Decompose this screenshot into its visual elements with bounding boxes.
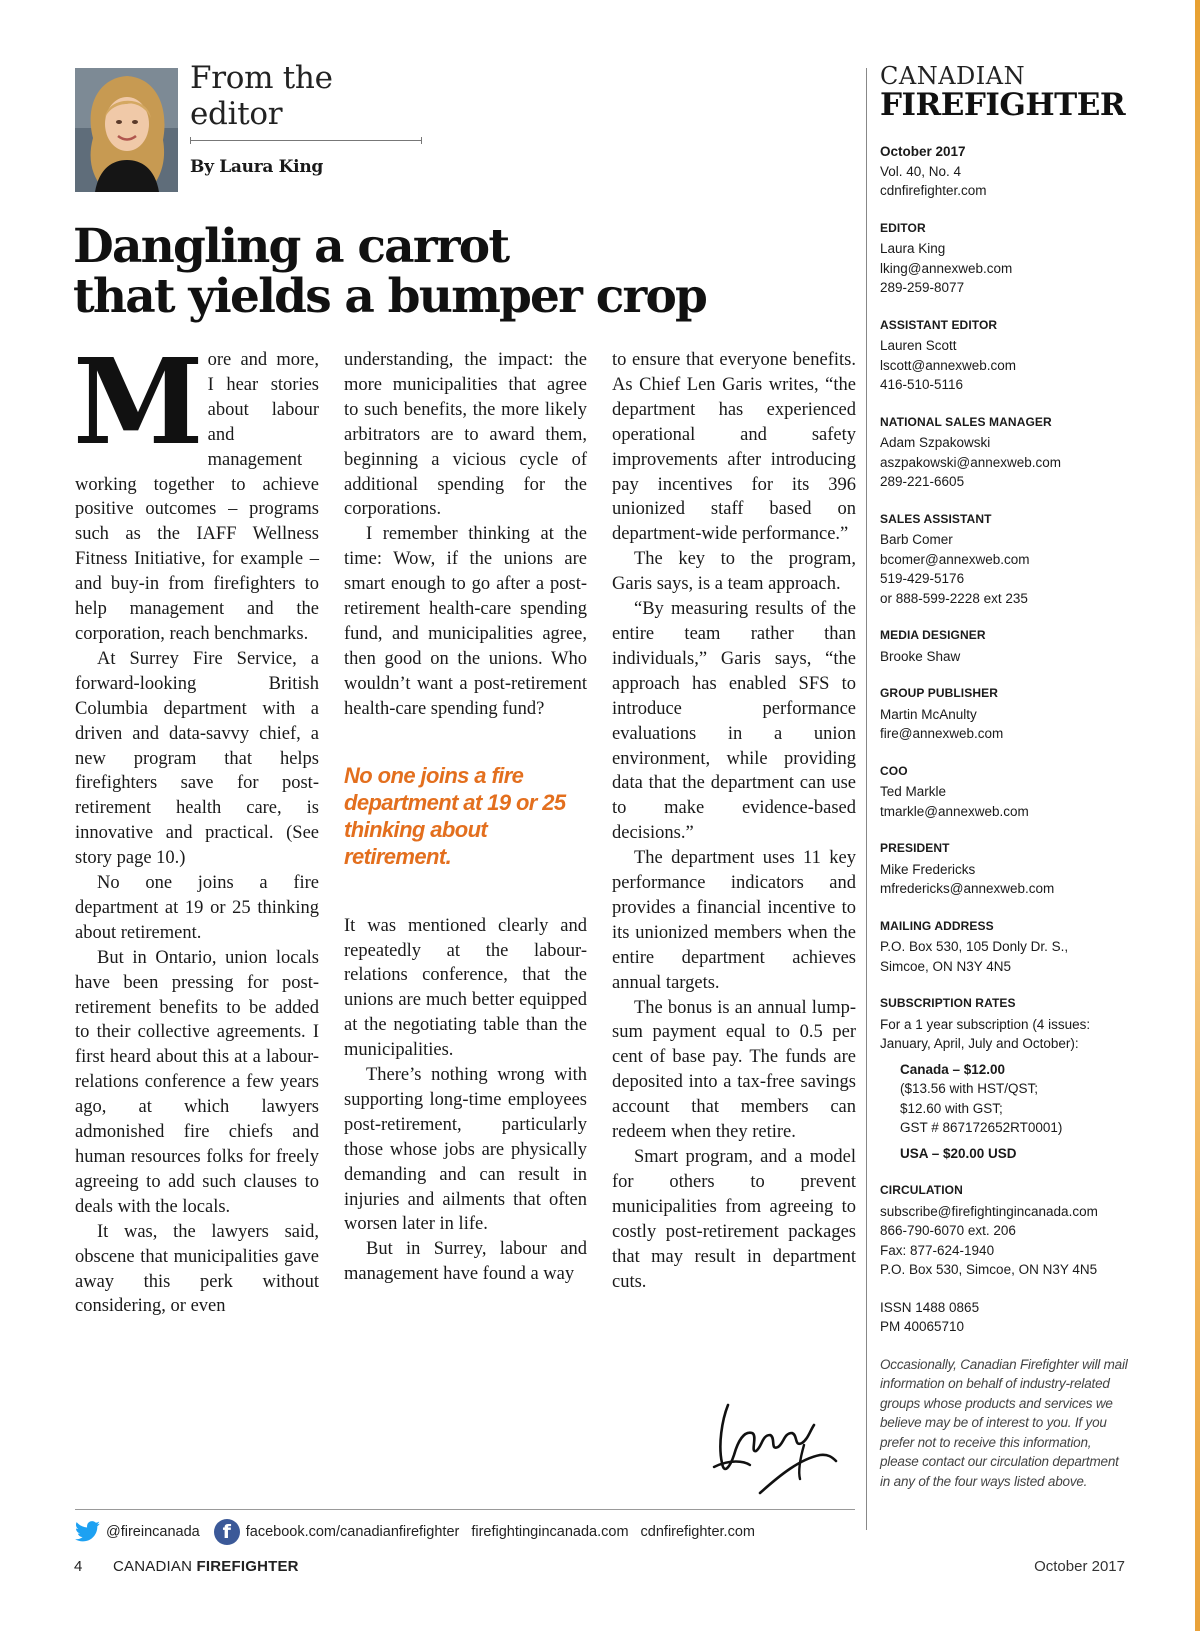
body-paragraph: But in Surrey, labour and management have found a way — [344, 1239, 587, 1285]
masthead-section-title: MEDIA DESIGNER — [880, 628, 986, 642]
circulation-section: CIRCULATION subscribe@firefightingincanada.com 866-790-6070 ext. 206 Fax: 877-624-1940 P.O. Box 530, Simcoe, ON N3Y 4N5 — [880, 1181, 1130, 1280]
masthead-section-mailing-address — [880, 917, 1130, 977]
headline — [73, 219, 753, 324]
social-bar — [75, 1518, 755, 1546]
issue-info — [880, 142, 1130, 201]
masthead-contact-line[interactable]: lking@annexweb.com — [880, 260, 1013, 276]
masthead-contact-line[interactable]: mfredericks@annexweb.com — [880, 881, 1055, 896]
editor-header — [190, 60, 422, 177]
issn-block: ISSN 1488 0865 PM 40065710 — [880, 1299, 980, 1334]
body-paragraph: “By measuring results of the entire team rather than individuals,” Garis says, “the approach has enabled SFS to introduce performance evaluations in a union environment, while providing data that the department can use to make evidence-based decisions.” — [612, 599, 856, 844]
body-paragraph: The bonus is an annual lump-sum payment equal to 0.5 per cent of base pay. The funds are deposited into a tax-free savings account that members can redeem when they retire. — [612, 997, 856, 1143]
website-link-1[interactable]: firefightingincanada.com — [471, 1524, 629, 1540]
masthead-section-title: SALES ASSISTANT — [880, 511, 992, 526]
website-link-2[interactable]: cdnfirefighter.com — [640, 1524, 755, 1540]
body-paragraph: At Surrey Fire Service, a forward-looking British Columbia department with a driven and data-savvy chief, a new program that helps firefighters save for post-retirement health care, is innovative and practical. (See story page 10.) — [75, 648, 319, 869]
page-number: 4 — [74, 1558, 83, 1575]
masthead-contact-line[interactable]: bcomer@annexweb.com — [880, 551, 1030, 567]
page-edge-accent — [1195, 0, 1200, 1631]
masthead-section-group-publisher — [880, 684, 1130, 744]
masthead-section-coo — [880, 762, 1130, 822]
headline-line-2: that yields a bumper crop — [73, 269, 707, 324]
masthead-contact-line: or 888-599-2228 ext 235 — [880, 590, 1028, 606]
masthead-section-title: MAILING ADDRESS — [880, 918, 994, 933]
masthead-contact-line[interactable]: lscott@annexweb.com — [880, 357, 1017, 373]
masthead-section-sales-assistant — [880, 510, 1130, 609]
twitter-handle[interactable]: @fireincanada — [106, 1524, 200, 1540]
body-paragraph: to ensure that everyone benefits. As Chief Len Garis writes, “the department has experienced operational and safety improvements after introducing pay incentives for its 396 unionized staff based on department-wide performance.” — [612, 350, 856, 545]
masthead-contact-line: Lauren Scott — [880, 338, 957, 353]
body-paragraph: I remember thinking at the time: Wow, if the unions are smart enough to go after a post-retirement health-care spending fund, and municipalities agree, then good on the unions. Who wouldn’t want a post-retirement health-care spending fund? — [344, 524, 587, 719]
mailing-note: Occasionally, Canadian Firefighter will mail information on behalf of industry-related groups whose products and services we believe may be of interest to you. If you prefer not to receive this information, please contact our circulation department in any of the four ways listed above. — [880, 1356, 1128, 1490]
footer-magazine-name: CANADIAN FIREFIGHTER — [113, 1558, 299, 1575]
facebook-link[interactable]: facebook.com/canadianfirefighter — [245, 1524, 460, 1540]
masthead-contact-line[interactable]: aszpakowski@annexweb.com — [880, 454, 1062, 470]
editor-photo — [75, 68, 178, 192]
masthead-section-title: NATIONAL SALES MANAGER — [880, 414, 1052, 429]
masthead-contact-line: 289-221-6605 — [880, 474, 965, 489]
masthead-section-media-designer — [880, 626, 1130, 666]
masthead-section-editor — [880, 219, 1130, 298]
masthead-divider — [866, 68, 867, 1530]
byline: By Laura King — [190, 157, 323, 177]
masthead-section-title: COO — [880, 763, 908, 778]
masthead-contact-line: P.O. Box 530, 105 Donly Dr. S., — [880, 939, 1069, 954]
masthead-contact-line: 416-510-5116 — [880, 377, 964, 392]
twitter-icon[interactable] — [75, 1521, 101, 1543]
masthead-contact-line[interactable]: fire@annexweb.com — [880, 726, 1004, 741]
footer-date: October 2017 — [1034, 1558, 1125, 1575]
section-label: From the editor — [190, 60, 333, 132]
body-paragraph: Smart program, and a model for others to prevent municipalities from agreeing to costly post-retirement packages that may result in department cuts. — [612, 1147, 856, 1292]
body-paragraph: It was, the lawyers said, obscene that municipalities gave away this perk without considering, or even — [75, 1221, 319, 1317]
footer-rule — [75, 1509, 855, 1510]
masthead-contact-line: 519-429-5176 — [880, 571, 965, 586]
masthead-contact-line: Laura King — [880, 241, 946, 256]
body-paragraph: No one joins a fire department at 19 or 25 thinking about retirement. — [75, 873, 319, 943]
masthead-website[interactable]: cdnfirefighter.com — [880, 183, 987, 198]
body-column-3 — [612, 348, 856, 1294]
masthead-title-top: CANADIAN — [880, 62, 1026, 90]
headline-line-1: Dangling a carrot — [73, 219, 509, 274]
body-paragraph: It was mentioned clearly and repeatedly at the labour-relations conference, that the unions are much better equipped at the negotiating table than the municipalities. — [344, 915, 587, 1061]
issue-volume: Vol. 40, No. 4 — [880, 163, 962, 179]
masthead-section-title: GROUP PUBLISHER — [880, 686, 998, 700]
issue-date: October 2017 — [880, 144, 966, 159]
body-column-1 — [73, 332, 319, 1319]
masthead-contact-line: Ted Markle — [880, 784, 947, 799]
masthead-contact-line: Adam Szpakowski — [880, 435, 991, 450]
facebook-icon[interactable]: f — [214, 1519, 240, 1545]
masthead-contact-line: Barb Comer — [880, 532, 953, 547]
masthead-section-national-sales-manager — [880, 413, 1130, 492]
drop-cap: M — [73, 332, 202, 471]
body-paragraph: There’s nothing wrong with supporting long-time employees post-retirement, particularly those whose jobs are physically demanding and can result in injuries and ailments that often worsen later in life. — [344, 1065, 587, 1235]
body-paragraph: More and more, I hear stories about labour and management working together to achieve positive outcomes – programs such as the IAFF Wellness Fitness Initiative, for example – and buy-in from firefighters to help management and the corporation, reach benchmarks. — [73, 332, 319, 644]
masthead-section-assistant-editor — [880, 316, 1130, 395]
masthead-section-title: ASSISTANT EDITOR — [880, 317, 998, 332]
body-paragraph: The key to the program, Garis says, is a team approach. — [612, 549, 856, 595]
section-rule — [190, 140, 422, 141]
masthead-contact-line[interactable]: tmarkle@annexweb.com — [880, 803, 1029, 819]
masthead-contact-line: Brooke Shaw — [880, 648, 961, 664]
body-paragraph: understanding, the impact: the more municipalities that agree to such benefits, the more likely arbitrators are to award them, beginning a vicious cycle of additional spending for the corporations. — [344, 350, 587, 520]
masthead-contact-line: Martin McAnulty — [880, 706, 977, 722]
subscription-rates: SUBSCRIPTION RATES For a 1 year subscription (4 issues: January, April, July and October): Canada – $12.00 ($13.56 with HST/QST; $12.60 with GST; GST # 867172652RT0001) USA – $20.00 USD — [880, 996, 1091, 1161]
masthead-section-title: EDITOR — [880, 220, 926, 235]
masthead-section-title: PRESIDENT — [880, 841, 950, 855]
pull-quote: No one joins a fire department at 19 or 25 thinking about retirement. — [344, 762, 566, 869]
body-paragraph: The department uses 11 key performance indicators and provides a financial incentive to its unionized members when the entire department achieves annual targets. — [612, 848, 856, 993]
masthead-contact-line: 289-259-8077 — [880, 280, 965, 295]
masthead-title-bottom: FIREFIGHTER — [880, 87, 1126, 123]
body-column-2 — [344, 348, 587, 1287]
circulation-email[interactable]: subscribe@firefightingincanada.com — [880, 1203, 1098, 1219]
masthead-section-president — [880, 839, 1130, 899]
masthead-contact-line: Mike Fredericks — [880, 861, 976, 877]
editor-signature — [700, 1375, 840, 1495]
masthead-contact-line: Simcoe, ON N3Y 4N5 — [880, 958, 1012, 974]
body-paragraph: But in Ontario, union locals have been pressing for post-retirement benefits to be added to their collective agreements. I first heard about this at a labour-relations conference a few years ago, at which lawyers admonished fire chiefs and human resources folks for freely agreeing to add such clauses to deals with the locals. — [75, 947, 319, 1217]
masthead — [880, 64, 1130, 1492]
